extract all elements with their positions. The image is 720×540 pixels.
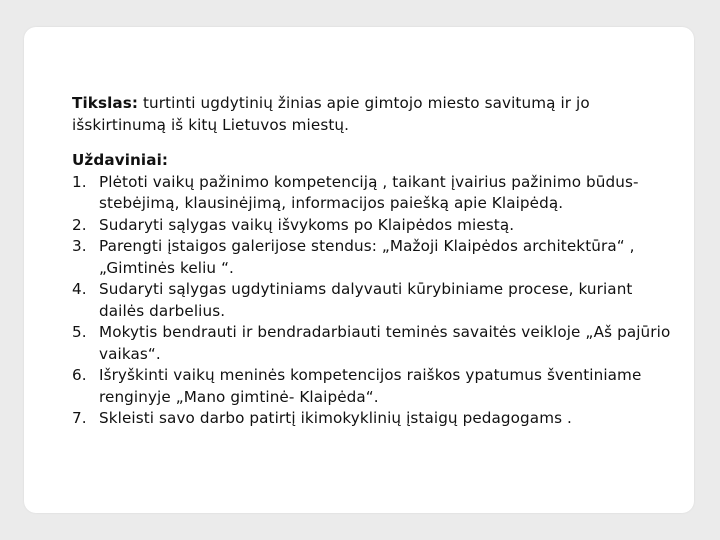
task-number: 6. [72, 366, 87, 384]
task-text: Sudaryti sąlygas vaikų išvykoms po Klaipėdos miestą. [99, 215, 515, 234]
slide-content [72, 93, 672, 430]
task-number: 7. [72, 409, 87, 427]
goal-paragraph [72, 93, 672, 136]
task-text: Plėtoti vaikų pažinimo kompetenciją , taikant įvairius pažinimo būdus- stebėjimą, klausinėjimą, informacijos paiešką apie Klaipėdą. [99, 172, 639, 212]
task-text: Mokytis bendrauti ir bendradarbiauti teminės savaitės veikloje „Aš pajūrio vaikas“. [99, 323, 671, 363]
goal-text: turtinti ugdytinių žinias apie gimtojo miesto savitumą ir jo išskirtinumą iš kitų Lietuvos miestų. [72, 94, 590, 134]
task-item [72, 279, 672, 322]
task-number: 1. [72, 172, 87, 191]
task-text: Skleisti savo darbo patirtį ikimokyklinių įstaigų pedagogams . [99, 409, 572, 427]
task-item [72, 172, 672, 215]
tasks-list [72, 172, 672, 430]
task-text: Parengti įstaigos galerijose stendus: „Mažoji Klaipėdos architektūra“ , „Gimtinės keliu “. [99, 237, 635, 277]
goal-label: Tikslas: [72, 94, 139, 112]
task-number: 5. [72, 323, 87, 341]
task-item [72, 236, 672, 279]
task-item [72, 365, 672, 408]
task-text: Išryškinti vaikų meninės kompetencijos raiškos ypatumus šventiniame renginyje „Mano gimtinė- Klaipėda“. [99, 366, 642, 406]
task-item [72, 408, 672, 430]
task-text: Sudaryti sąlygas ugdytiniams dalyvauti kūrybiniame procese, kuriant dailės darbelius. [99, 280, 633, 320]
task-item [72, 322, 672, 365]
tasks-heading: Uždaviniai: [72, 151, 169, 169]
task-number: 3. [72, 237, 87, 255]
task-item [72, 215, 672, 237]
task-number: 2. [72, 215, 87, 234]
task-number: 4. [72, 280, 87, 298]
